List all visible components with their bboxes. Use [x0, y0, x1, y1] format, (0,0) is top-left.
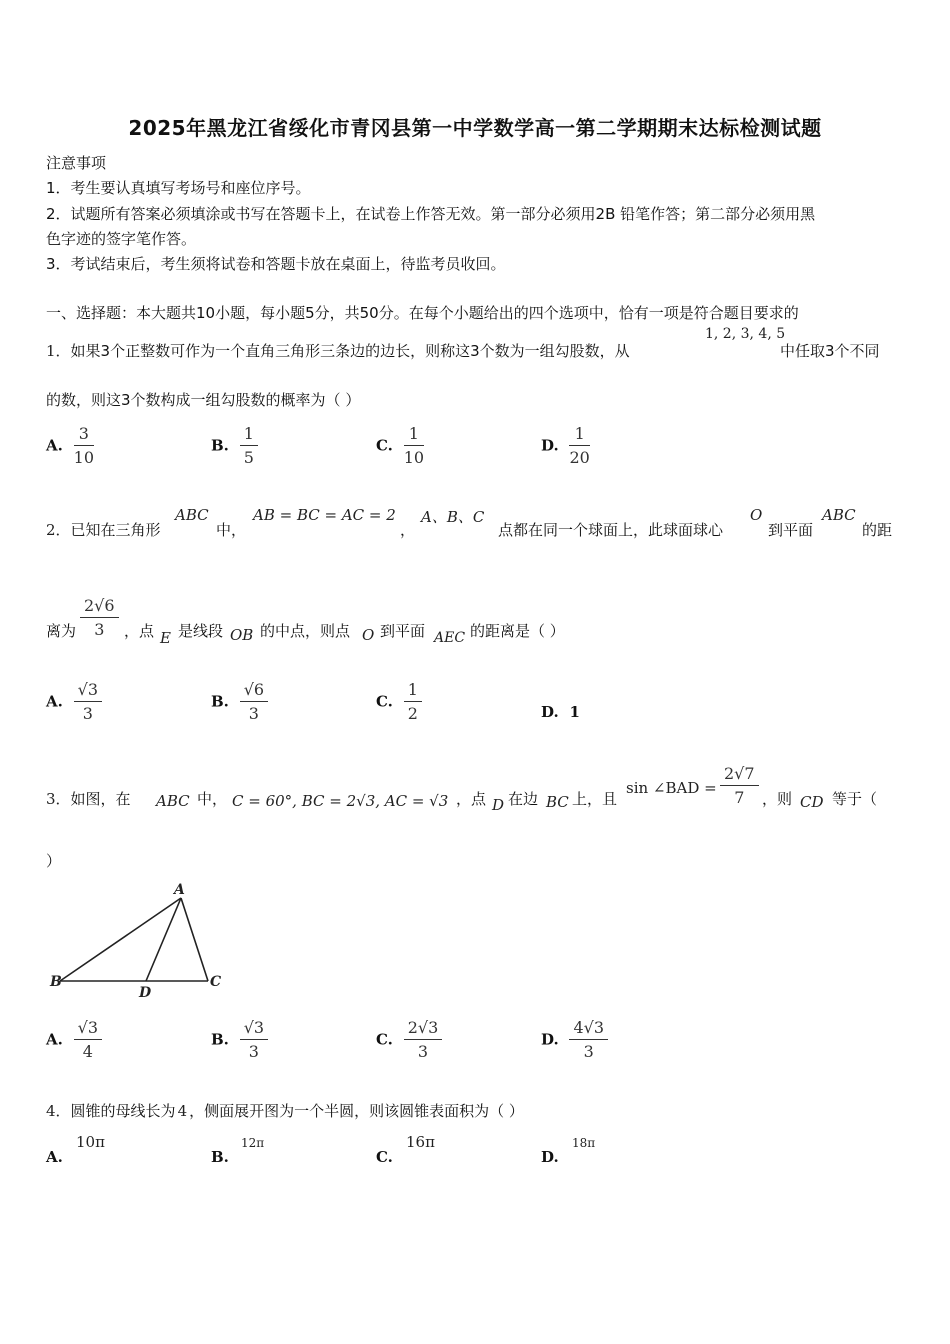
math-length: 4: [177, 1102, 188, 1120]
numerator: 2√3: [404, 1018, 443, 1040]
q3-text: ）: [46, 852, 62, 870]
math-points: A、B、C: [421, 508, 485, 526]
question-number: 2．: [46, 521, 71, 539]
notice-item: 3．考试结束后，考生须将试卷和答题卡放在桌面上，待监考员收回。: [46, 255, 506, 273]
option-label: D.: [541, 1030, 559, 1049]
option-fraction: [569, 1018, 608, 1062]
q2-text: 的距: [862, 521, 893, 539]
option-value: 16π: [406, 1133, 435, 1151]
q2-text: ，: [400, 521, 416, 539]
math-abc: ABC: [175, 506, 209, 524]
option-fraction: [240, 680, 268, 724]
vertex-label-c: C: [210, 974, 222, 990]
fraction: [80, 596, 119, 640]
denominator: 3: [417, 1042, 429, 1061]
q3-text: 如图，在: [70, 790, 131, 808]
option-value: 1: [569, 703, 580, 721]
section-heading: 一、选择题：本大题共10小题，每小题5分，共50分。在每个小题给出的四个选项中，恰有一项是符合题目要求的: [46, 304, 799, 322]
q1-option-a[interactable]: [46, 424, 94, 468]
q4-option-b[interactable]: B.: [211, 1148, 229, 1166]
notice-item: 色字迹的签字笔作答。: [46, 230, 197, 248]
math-equation: AB = BC = AC = 2: [253, 506, 396, 524]
math-conditions: C = 60°, BC = 2√3, AC = √3: [232, 792, 449, 810]
q1-option-b[interactable]: [211, 424, 258, 468]
q3-text: 中，: [197, 790, 228, 808]
math-ob: OB: [230, 626, 254, 644]
segment-ac: [181, 898, 208, 981]
denominator: 3: [82, 704, 93, 723]
numerator: 2√7: [720, 764, 759, 786]
option-label: A.: [46, 1030, 63, 1049]
math-bc: BC: [546, 793, 569, 811]
q1-option-d[interactable]: [541, 424, 590, 468]
q1-text: 如果3个正整数可作为一个直角三角形三条边的边长，则称这3个数为一组勾股数，从: [70, 342, 630, 360]
numerator: 1: [569, 424, 589, 446]
math-abc: ABC: [822, 506, 856, 524]
triangle-figure: [46, 876, 236, 1001]
math-aec: AEC: [434, 630, 466, 646]
q2-option-c[interactable]: [376, 680, 422, 724]
numerator: 3: [74, 424, 94, 446]
option-label: C.: [376, 692, 393, 711]
option-label: B.: [211, 436, 229, 455]
denominator: 2: [407, 704, 418, 723]
notice-item: 2．试题所有答案必须填涂或书写在答题卡上，在试卷上作答无效。第一部分必须用2B 铅笔作答；第二部分必须用黑: [46, 205, 816, 223]
q4-option-c[interactable]: C.: [376, 1148, 393, 1166]
q3-option-b[interactable]: [211, 1018, 268, 1062]
q2-text: 点都在同一个球面上，此球面球心: [498, 521, 724, 539]
numerator: 1: [240, 424, 258, 446]
denominator: 10: [403, 448, 425, 467]
math-triangle: ABC: [156, 792, 190, 810]
option-label: C.: [376, 436, 393, 455]
q4-option-d[interactable]: D.: [541, 1148, 559, 1166]
option-fraction: [240, 424, 258, 468]
option-fraction: [74, 680, 102, 724]
option-label: A.: [46, 436, 63, 455]
q1-set: 1, 2, 3, 4, 5: [705, 326, 786, 342]
numerator: √3: [74, 1018, 102, 1040]
option-label: B.: [211, 1030, 229, 1049]
q2-text: 是线段: [178, 622, 224, 640]
q2-option-b[interactable]: [211, 680, 268, 724]
denominator: 7: [734, 788, 745, 807]
q4-line1: [46, 1100, 524, 1121]
q3-option-c[interactable]: [376, 1018, 442, 1062]
q2-text: 到平面: [768, 521, 814, 539]
denominator: 3: [94, 620, 105, 639]
q2-text: 到平面: [380, 622, 426, 640]
numerator: 1: [404, 424, 424, 446]
q3-text: 上，且: [572, 790, 618, 808]
math-o: O: [750, 506, 763, 524]
q3-text: ，则: [762, 790, 793, 808]
numerator: 2√6: [80, 596, 119, 618]
option-label: C.: [376, 1030, 393, 1049]
q3-text: 在边: [508, 790, 539, 808]
question-number: 1．: [46, 342, 71, 360]
numerator: 4√3: [569, 1018, 608, 1040]
q2-text: 已知在三角形: [70, 521, 161, 539]
notice-heading: 注意事项: [46, 154, 107, 172]
option-fraction: [569, 424, 589, 468]
denominator: 5: [243, 448, 254, 467]
vertex-label-b: B: [50, 974, 62, 990]
q2-option-d[interactable]: [541, 703, 580, 721]
q1-text: 中任取3个不同: [780, 342, 880, 360]
denominator: 3: [583, 1042, 594, 1061]
denominator: 4: [82, 1042, 93, 1061]
q3-text: ，点: [456, 790, 487, 808]
vertex-label-d: D: [139, 985, 152, 1001]
question-number: 4．: [46, 1102, 71, 1120]
math-d: D: [492, 796, 505, 814]
q1-line1: [46, 340, 630, 361]
q2-text: 离为: [46, 622, 77, 640]
option-value: 12π: [241, 1136, 265, 1150]
q3-option-d[interactable]: [541, 1018, 608, 1062]
option-fraction: [240, 1018, 268, 1062]
option-fraction: [404, 1018, 443, 1062]
vertex-label-a: A: [174, 882, 185, 898]
denominator: 3: [248, 1042, 259, 1061]
math-e: E: [160, 629, 171, 647]
q4-text: 圆锥的母线长为: [70, 1102, 176, 1120]
q2-line1: [46, 519, 161, 540]
option-label: B.: [211, 692, 229, 711]
option-label: D.: [541, 703, 559, 721]
denominator: 10: [73, 448, 95, 467]
q2-option-a[interactable]: [46, 680, 102, 724]
option-value: 18π: [572, 1136, 596, 1150]
math-fraction: [720, 764, 759, 808]
denominator: 3: [248, 704, 259, 723]
math-o: O: [362, 626, 375, 644]
q2-text: 的中点，则点: [260, 622, 351, 640]
q2-text: 中，: [216, 521, 247, 539]
q3-text: 等于（: [832, 790, 878, 808]
numerator: √3: [74, 680, 102, 702]
denominator: 20: [569, 448, 590, 467]
q3-line1: [46, 788, 131, 809]
option-label: A.: [46, 692, 63, 711]
page-title: 2025年黑龙江省绥化市青冈县第一中学数学高一第二学期期末达标检测试题: [128, 116, 822, 140]
notice-item: 1．考生要认真填写考场号和座位序号。: [46, 179, 311, 197]
fraction: [720, 764, 759, 808]
q3-option-a[interactable]: [46, 1018, 102, 1062]
option-fraction: [74, 1018, 102, 1062]
option-value: 10π: [76, 1133, 105, 1151]
q1-option-c[interactable]: [376, 424, 424, 468]
q4-text: ，侧面展开图为一个半圆，则该圆锥表面积为（ ）: [189, 1102, 524, 1120]
q4-option-a[interactable]: A.: [46, 1148, 63, 1166]
option-fraction: [74, 424, 94, 468]
math-fraction: [80, 596, 119, 640]
q2-text: 的距离是（ ）: [470, 622, 565, 640]
question-number: 3．: [46, 790, 71, 808]
q1-text: 的数，则这3个数构成一组勾股数的概率为（ ）: [46, 391, 361, 409]
q2-text: ，点: [124, 622, 155, 640]
option-label: D.: [541, 436, 559, 455]
numerator: √3: [240, 1018, 268, 1040]
numerator: √6: [240, 680, 268, 702]
option-fraction: [404, 424, 424, 468]
math-cd: CD: [800, 793, 824, 811]
math-sin: sin ∠BAD =: [626, 779, 717, 797]
numerator: 1: [404, 680, 422, 702]
option-fraction: [404, 680, 422, 724]
